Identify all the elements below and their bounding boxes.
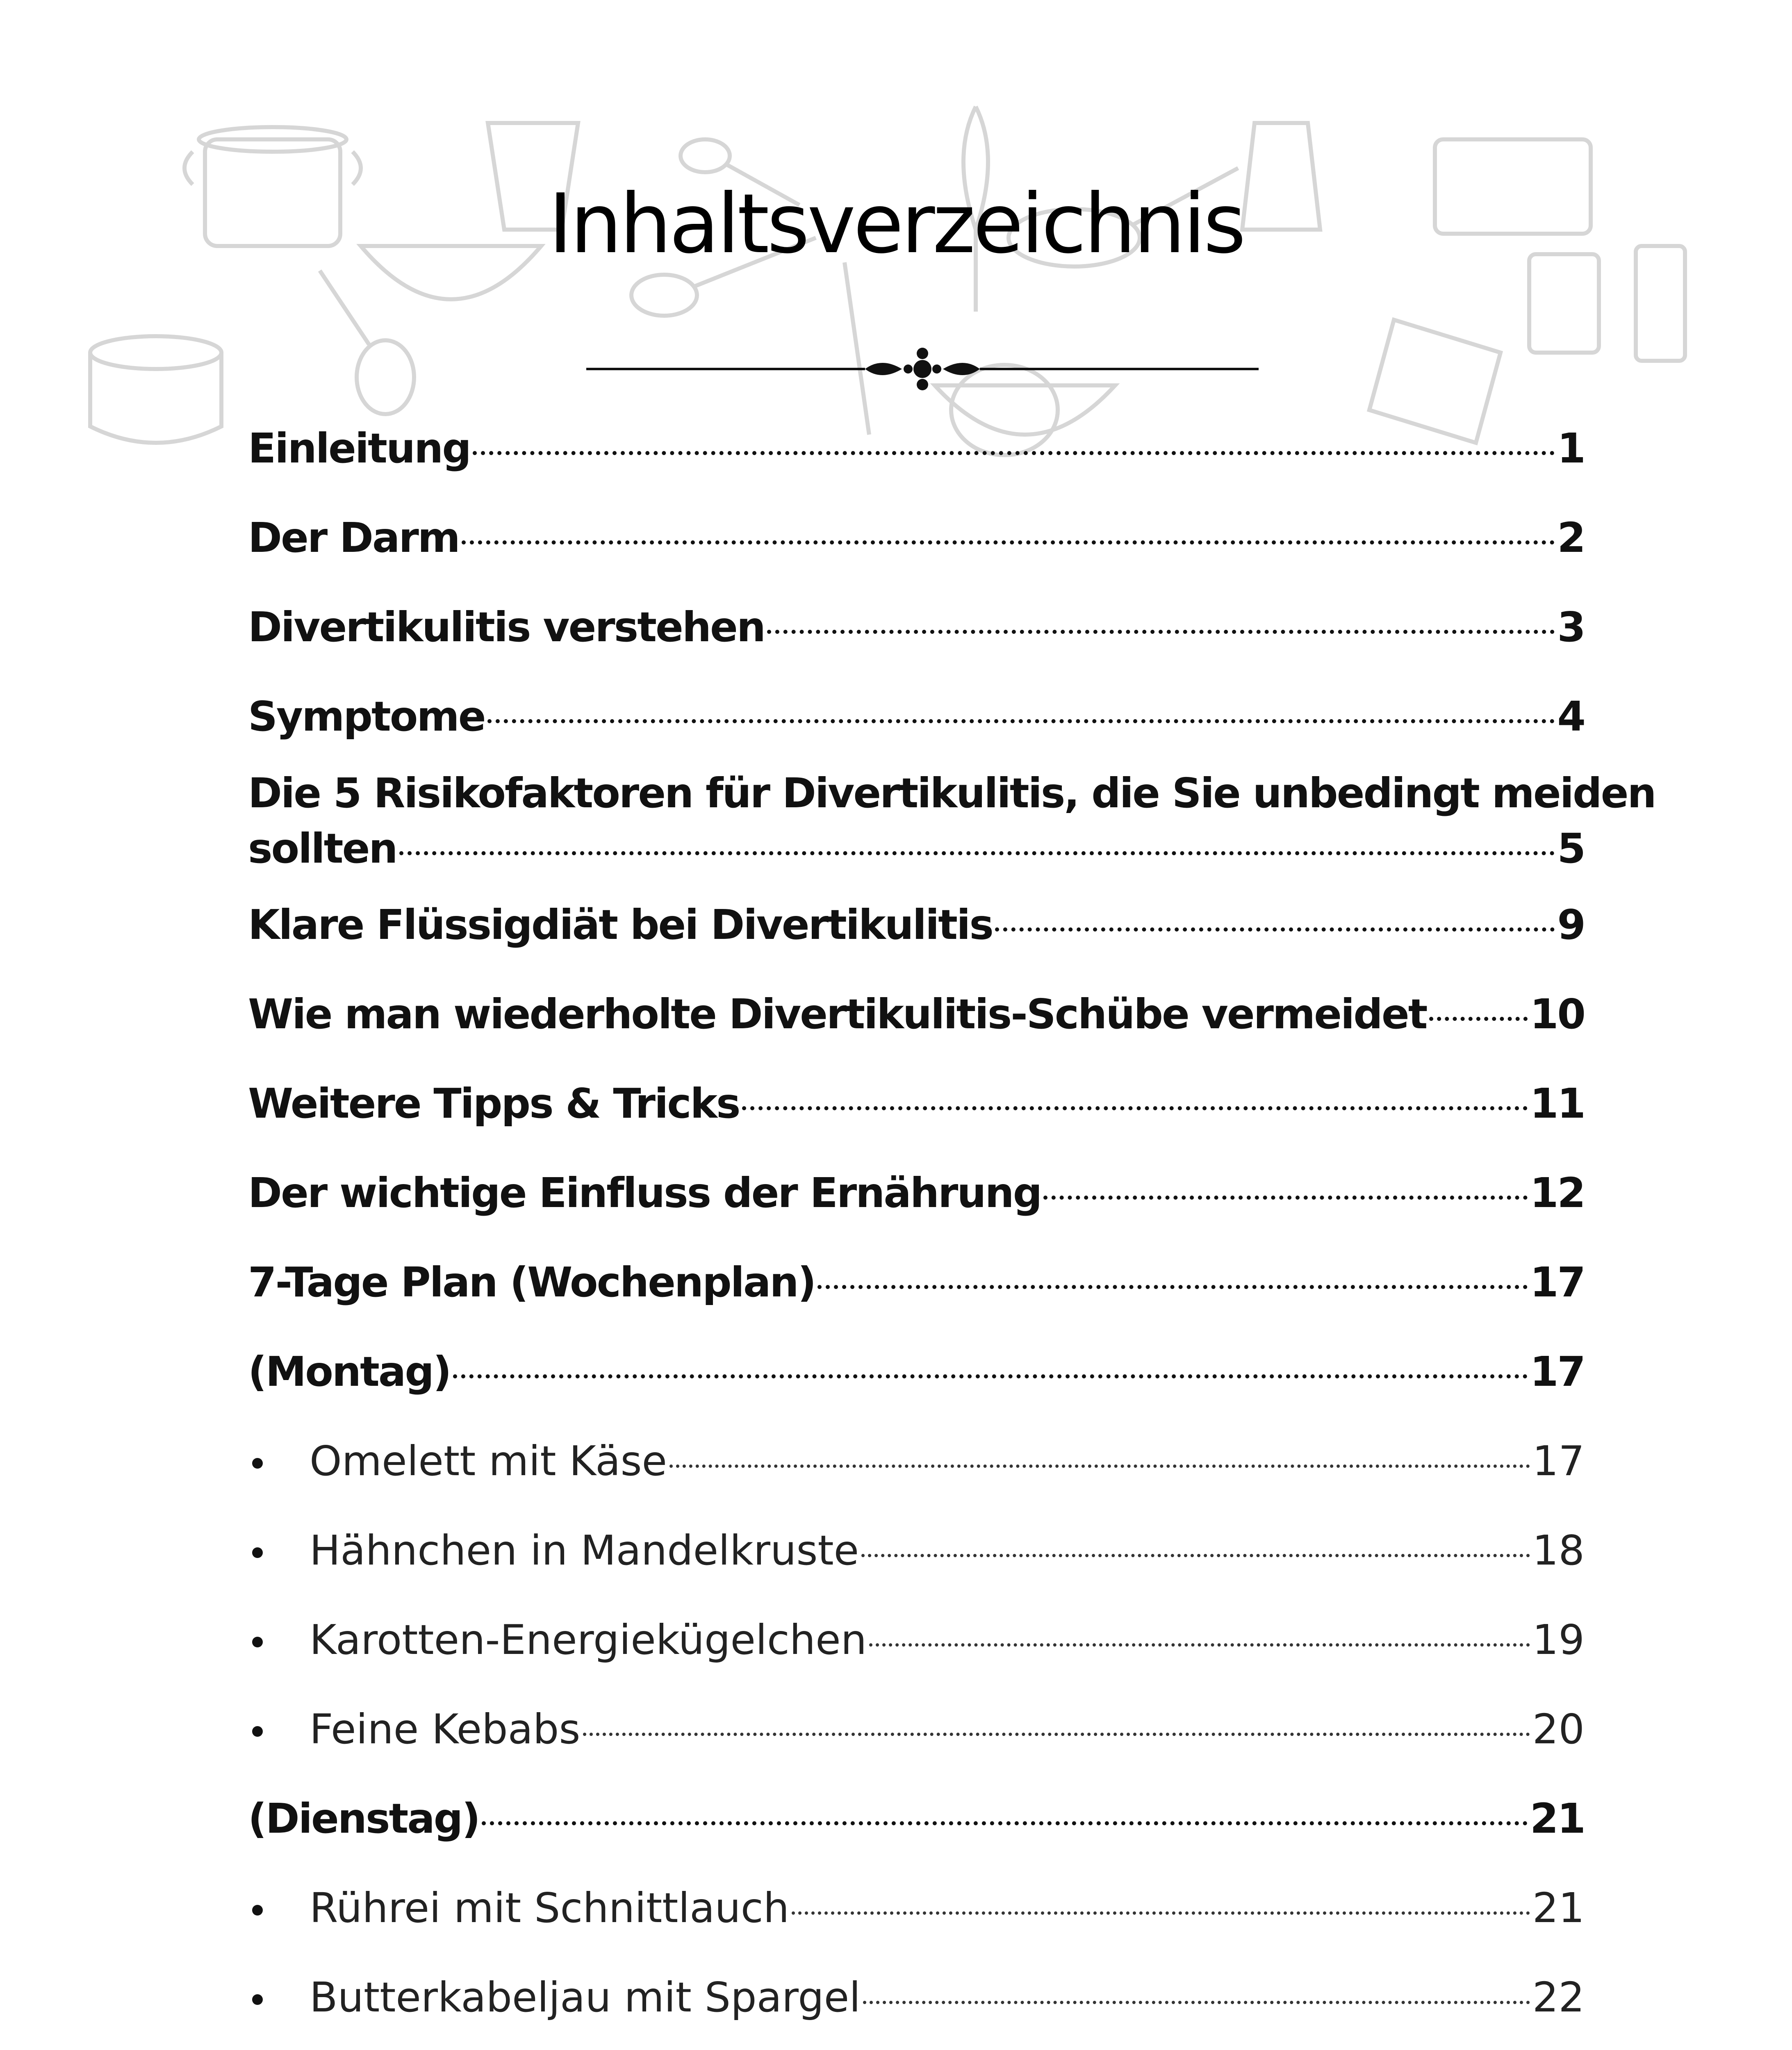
- toc-subentry-label: Butterkabeljau mit Spargel: [310, 1973, 861, 2021]
- toc-entry-label: Divertikulitis verstehen: [248, 603, 765, 651]
- dot-leader: [583, 1733, 1530, 1736]
- dot-leader: [487, 719, 1555, 723]
- toc-entry[interactable]: [248, 1148, 1585, 1238]
- toc-subentry[interactable]: [248, 2042, 1585, 2050]
- toc-subentry[interactable]: [248, 1417, 1585, 1506]
- dot-leader: [995, 927, 1555, 932]
- toc-entry[interactable]: [248, 761, 1655, 880]
- toc-page-number: 21: [1530, 1795, 1585, 1843]
- toc-entry-label: Wie man wiederholte Divertikulitis-Schübe vermeidet: [248, 990, 1427, 1038]
- toc-entry-label: Der wichtige Einfluss der Ernährung: [248, 1169, 1041, 1217]
- dot-leader: [742, 1106, 1528, 1110]
- toc-entry[interactable]: [248, 1238, 1585, 1327]
- dot-leader: [861, 1554, 1530, 1557]
- toc-page-number: 12: [1530, 1169, 1585, 1217]
- dot-leader: [462, 540, 1555, 544]
- page-title: Inhaltsverzeichnis: [548, 176, 1244, 272]
- toc-subentry[interactable]: [248, 1595, 1585, 1685]
- toc-entry-label: Der Darm: [248, 514, 459, 562]
- dot-leader: [817, 1285, 1528, 1289]
- ornamental-divider-icon: [586, 344, 1259, 394]
- toc-entry-label: (Montag): [248, 1348, 451, 1396]
- toc-page-number: 18: [1532, 1526, 1585, 1574]
- toc-subentry-label: [310, 2042, 612, 2050]
- toc-page-number: 17: [1530, 1258, 1585, 1306]
- toc-entry[interactable]: [248, 1059, 1585, 1148]
- toc-subentry[interactable]: [248, 1685, 1585, 1774]
- toc-page-number: 19: [1532, 1616, 1585, 1664]
- toc-page-number: 3: [1557, 603, 1585, 651]
- toc-page-number: 22: [1532, 1973, 1585, 2021]
- toc-entry-label: Die 5 Risikofaktoren für Divertikulitis, die Sie unbedingt meiden: [248, 769, 1655, 817]
- toc-entry-label: Weitere Tipps & Tricks: [248, 1080, 740, 1128]
- dot-leader: [792, 1911, 1530, 1915]
- toc-entry[interactable]: [248, 970, 1585, 1059]
- dot-leader: [869, 1643, 1530, 1647]
- toc-subentry[interactable]: [248, 1953, 1585, 2042]
- toc-entry[interactable]: [248, 404, 1585, 493]
- toc-subentry-label: Feine Kebabs: [310, 1705, 581, 1753]
- toc-page-number: [1532, 2042, 1585, 2050]
- toc-page-number: 9: [1557, 901, 1585, 949]
- toc-page-number: 17: [1530, 1348, 1585, 1396]
- toc-page-number: 17: [1532, 1437, 1585, 1485]
- toc-entry-label: Klare Flüssigdiät bei Divertikulitis: [248, 901, 993, 949]
- toc-page-number: 1: [1557, 424, 1585, 472]
- toc-entry[interactable]: [248, 1327, 1585, 1417]
- toc-entry[interactable]: [248, 1774, 1585, 1863]
- toc-subentry[interactable]: [248, 1506, 1585, 1595]
- table-of-contents: [248, 404, 1655, 2050]
- toc-subentry-label: Omelett mit Käse: [310, 1437, 667, 1485]
- toc-page-number: 4: [1557, 692, 1585, 740]
- dot-leader: [669, 1465, 1530, 1468]
- dot-leader: [399, 851, 1555, 855]
- toc-entry-label: 7-Tage Plan (Wochenplan): [248, 1258, 815, 1306]
- toc-subentry-label: Rührei mit Schnittlauch: [310, 1884, 790, 1932]
- toc-entry-label: (Dienstag): [248, 1795, 480, 1843]
- dot-leader: [482, 1821, 1528, 1825]
- toc-entry[interactable]: [248, 583, 1585, 672]
- dot-leader: [453, 1374, 1528, 1378]
- toc-page-number: 10: [1530, 990, 1585, 1038]
- toc-subentry[interactable]: [248, 1863, 1585, 1953]
- toc-entry[interactable]: [248, 672, 1585, 761]
- toc-entry-label: Symptome: [248, 692, 485, 740]
- toc-entry[interactable]: [248, 880, 1585, 970]
- toc-entry[interactable]: [248, 493, 1585, 583]
- toc-page-number: 2: [1557, 514, 1585, 562]
- toc-entry-label-continued: sollten: [248, 825, 397, 872]
- dot-leader: [1429, 1017, 1528, 1021]
- toc-entry-label: Einleitung: [248, 424, 470, 472]
- dot-leader: [767, 630, 1555, 634]
- toc-page-number: 11: [1530, 1080, 1585, 1128]
- toc-page-number: 20: [1532, 1705, 1585, 1753]
- dot-leader: [863, 2001, 1530, 2004]
- toc-page-number: 5: [1557, 825, 1585, 872]
- dot-leader: [1043, 1196, 1528, 1200]
- dot-leader: [473, 451, 1555, 455]
- toc-subentry-label: Karotten-Energiekügelchen: [310, 1616, 867, 1664]
- toc-subentry-label: Hähnchen in Mandelkruste: [310, 1526, 859, 1574]
- toc-page-number: 21: [1532, 1884, 1585, 1932]
